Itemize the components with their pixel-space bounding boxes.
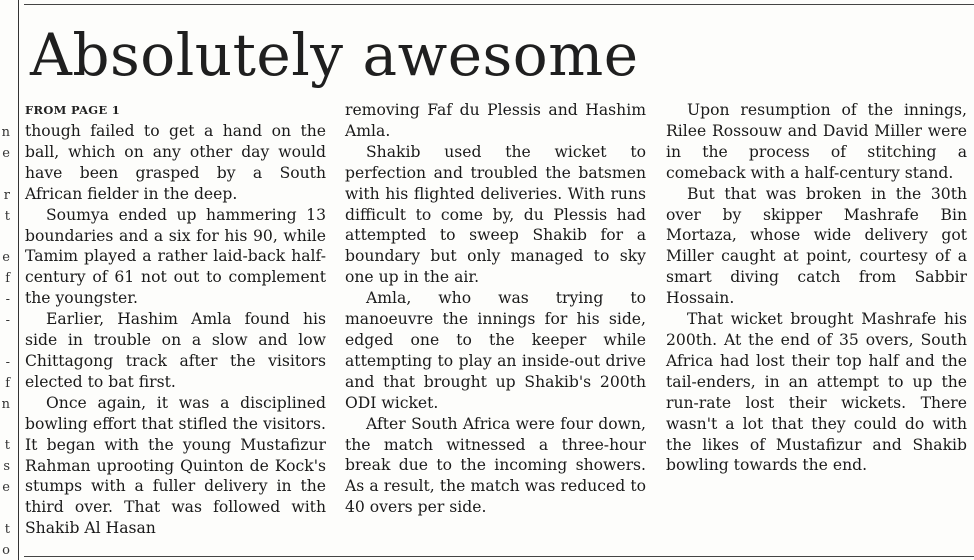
paragraph: That wicket brought Mashrafe his 200th. At the end of 35 overs, South Africa had lost their top half and the tail-enders, in an attempt to up the run-rate lost their wickets. There wasn't a lot that they could do with the likes of Mustafizur and Shakib bowling towards the end. [666, 310, 967, 475]
paragraph: Earlier, Hashim Amla found his side in trouble on a slow and low Chittagong track after the visitors elected to bat first. [25, 310, 326, 391]
paragraph: though failed to get a hand on the ball, which on any other day would have been grasped by a South African fielder in the deep. [25, 122, 326, 203]
article-column-1 [25, 121, 326, 539]
edge-fragment: f [5, 271, 10, 286]
paragraph: Upon resumption of the innings, Rilee Rossouw and David Miller were in the process of stitching a comeback with a half-century stand. [666, 101, 967, 182]
edge-fragment: e [2, 480, 10, 495]
article-column-2 [345, 100, 646, 518]
paragraph: Once again, it was a disciplined bowling effort that stifled the visitors. It began with the young Mustafizur Rahman uprooting Quinton de Kock's stumps with a fuller delivery in the third over. That was followed with Shakib Al Hasan [25, 393, 326, 538]
edge-fragment: e [2, 146, 10, 161]
edge-fragment: r [3, 188, 10, 203]
edge-fragment: s [3, 459, 10, 474]
article-headline: Absolutely awesome [30, 21, 639, 89]
paragraph: After South Africa were four down, the match witnessed a three-hour break due to the incoming showers. As a result, the match was reduced to 40 overs per side. [345, 414, 646, 517]
edge-fragment: n [1, 397, 10, 412]
column-divider [18, 0, 19, 560]
edge-fragment: n [1, 125, 10, 140]
continuation-kicker: FROM PAGE 1 [25, 103, 121, 117]
top-rule [24, 4, 974, 5]
adjacent-column-edge [0, 0, 22, 560]
edge-fragment: e [2, 250, 10, 265]
edge-fragment: - [5, 355, 10, 370]
bottom-rule [24, 556, 974, 557]
paragraph: Shakib used the wicket to perfection and troubled the batsmen with his flighted deliveries. With runs difficult to come by, du Plessis had attempted to sweep Shakib for a boundary but only managed to sky one up in the air. [345, 142, 646, 287]
edge-fragment: o [2, 543, 10, 558]
article-column-3 [666, 100, 967, 476]
paragraph: But that was broken in the 30th over by skipper Mashrafe Bin Mortaza, whose wide delivery got Miller caught at point, courtesy of a smart diving catch from Sabbir Hossain. [666, 184, 967, 308]
paragraph: Soumya ended up hammering 13 boundaries and a six for his 90, while Tamim played a rather laid-back half-century of 61 not out to complement the youngster. [25, 205, 326, 308]
edge-fragment: t [4, 522, 10, 537]
paragraph: Amla, who was trying to manoeuvre the innings for his side, edged one to the keeper while attempting to play an inside-out drive and that brought up Shakib's 200th ODI wicket. [345, 289, 646, 412]
paragraph: removing Faf du Plessis and Hashim Amla. [345, 101, 646, 140]
edge-fragment: - [5, 313, 10, 328]
edge-fragment: t [4, 438, 10, 453]
edge-fragment: t [4, 209, 10, 224]
edge-fragment: f [5, 376, 10, 391]
edge-fragment: - [5, 292, 10, 307]
